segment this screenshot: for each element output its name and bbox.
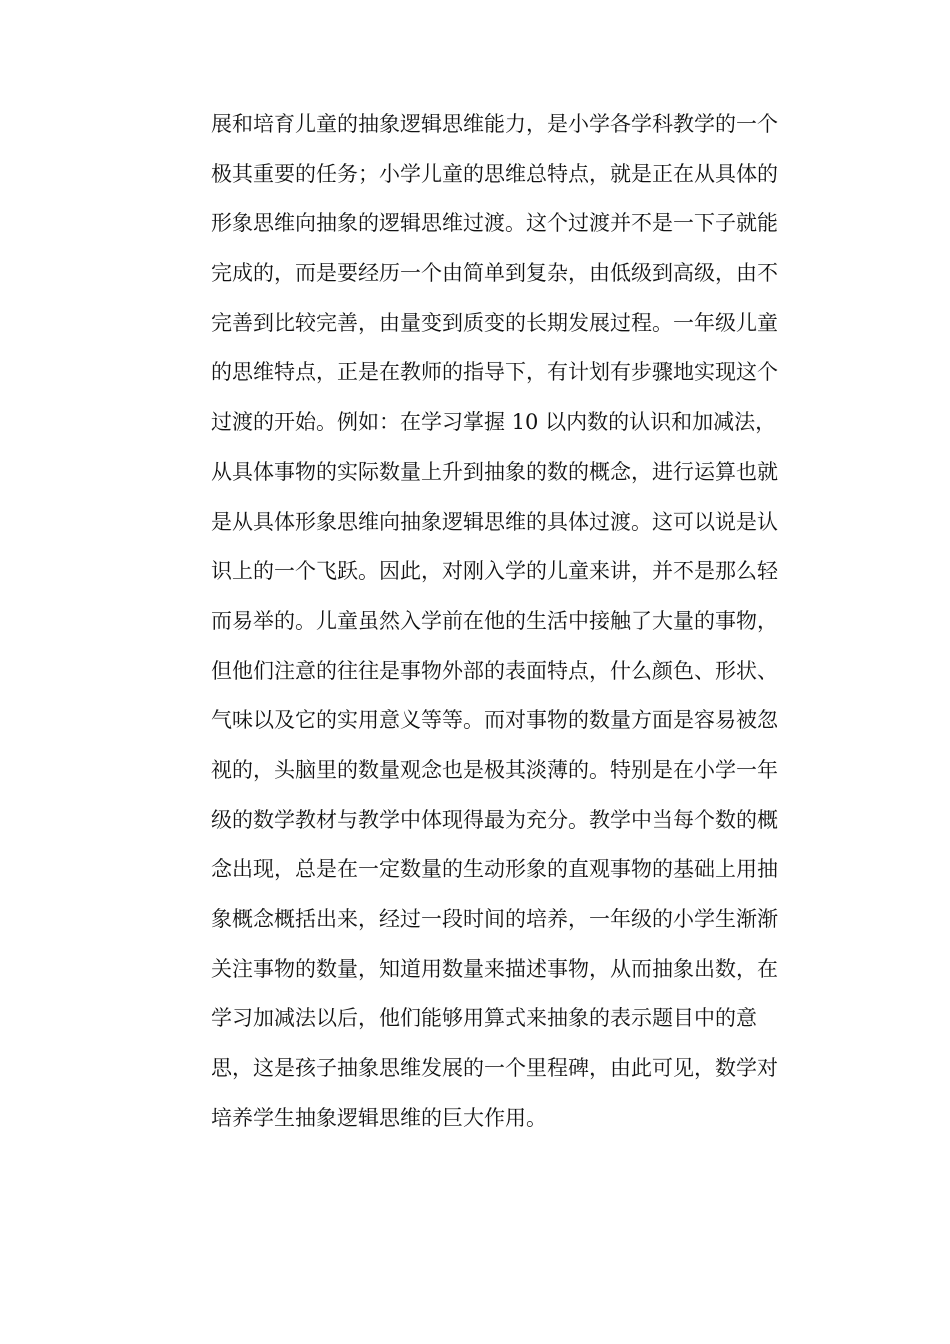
text-line: 象概念概括出来，经过一段时间的培养，一年级的小学生渐渐 <box>211 907 778 931</box>
text-line: 极其重要的任务；小学儿童的思维总特点，就是正在从具体的 <box>211 161 778 186</box>
text-line: 从具体事物的实际数量上升到抽象的数的概念，进行运算也就 <box>211 459 778 484</box>
text-line: 视的，头脑里的数量观念也是极其淡薄的。特别是在小学一年 <box>211 757 778 782</box>
text-line: 思，这是孩子抽象思维发展的一个里程碑，由此可见，数学对 <box>211 1056 778 1081</box>
text-line: 完善到比较完善，由量变到质变的长期发展过程。一年级儿童 <box>211 310 778 335</box>
text-line: 是从具体形象思维向抽象逻辑思维的具体过渡。这可以说是认 <box>211 509 778 534</box>
body-paragraph <box>211 100 821 1143</box>
text-line: 的思维特点，正是在教师的指导下，有计划有步骤地实现这个 <box>211 360 778 385</box>
text-line: 但他们注意的往往是事物外部的表面特点，什么颜色、形状、 <box>211 658 778 683</box>
text-line: 培养学生抽象逻辑思维的巨大作用。 <box>211 1105 547 1130</box>
text-line: 念出现，总是在一定数量的生动形象的直观事物的基础上用抽 <box>211 857 778 882</box>
text-line: 级的数学教材与教学中体现得最为充分。教学中当每个数的概 <box>211 807 778 832</box>
text-line: 过渡的开始。例如：在学习掌握 10 以内数的认识和加减法， <box>211 410 777 435</box>
text-line: 完成的，而是要经历一个由简单到复杂，由低级到高级，由不 <box>211 261 778 286</box>
text-line: 学习加减法以后，他们能够用算式来抽象的表示题目中的意 <box>211 1006 757 1031</box>
text-line: 关注事物的数量，知道用数量来描述事物，从而抽象出数，在 <box>211 956 778 981</box>
text-line: 而易举的。儿童虽然入学前在他的生活中接触了大量的事物， <box>211 608 778 633</box>
text-line: 气味以及它的实用意义等等。而对事物的数量方面是容易被忽 <box>211 708 778 733</box>
text-line: 展和培育儿童的抽象逻辑思维能力，是小学各学科教学的一个 <box>211 112 778 136</box>
text-line: 识上的一个飞跃。因此，对刚入学的儿童来讲，并不是那么轻 <box>211 559 778 584</box>
text-line: 形象思维向抽象的逻辑思维过渡。这个过渡并不是一下子就能 <box>211 211 778 236</box>
